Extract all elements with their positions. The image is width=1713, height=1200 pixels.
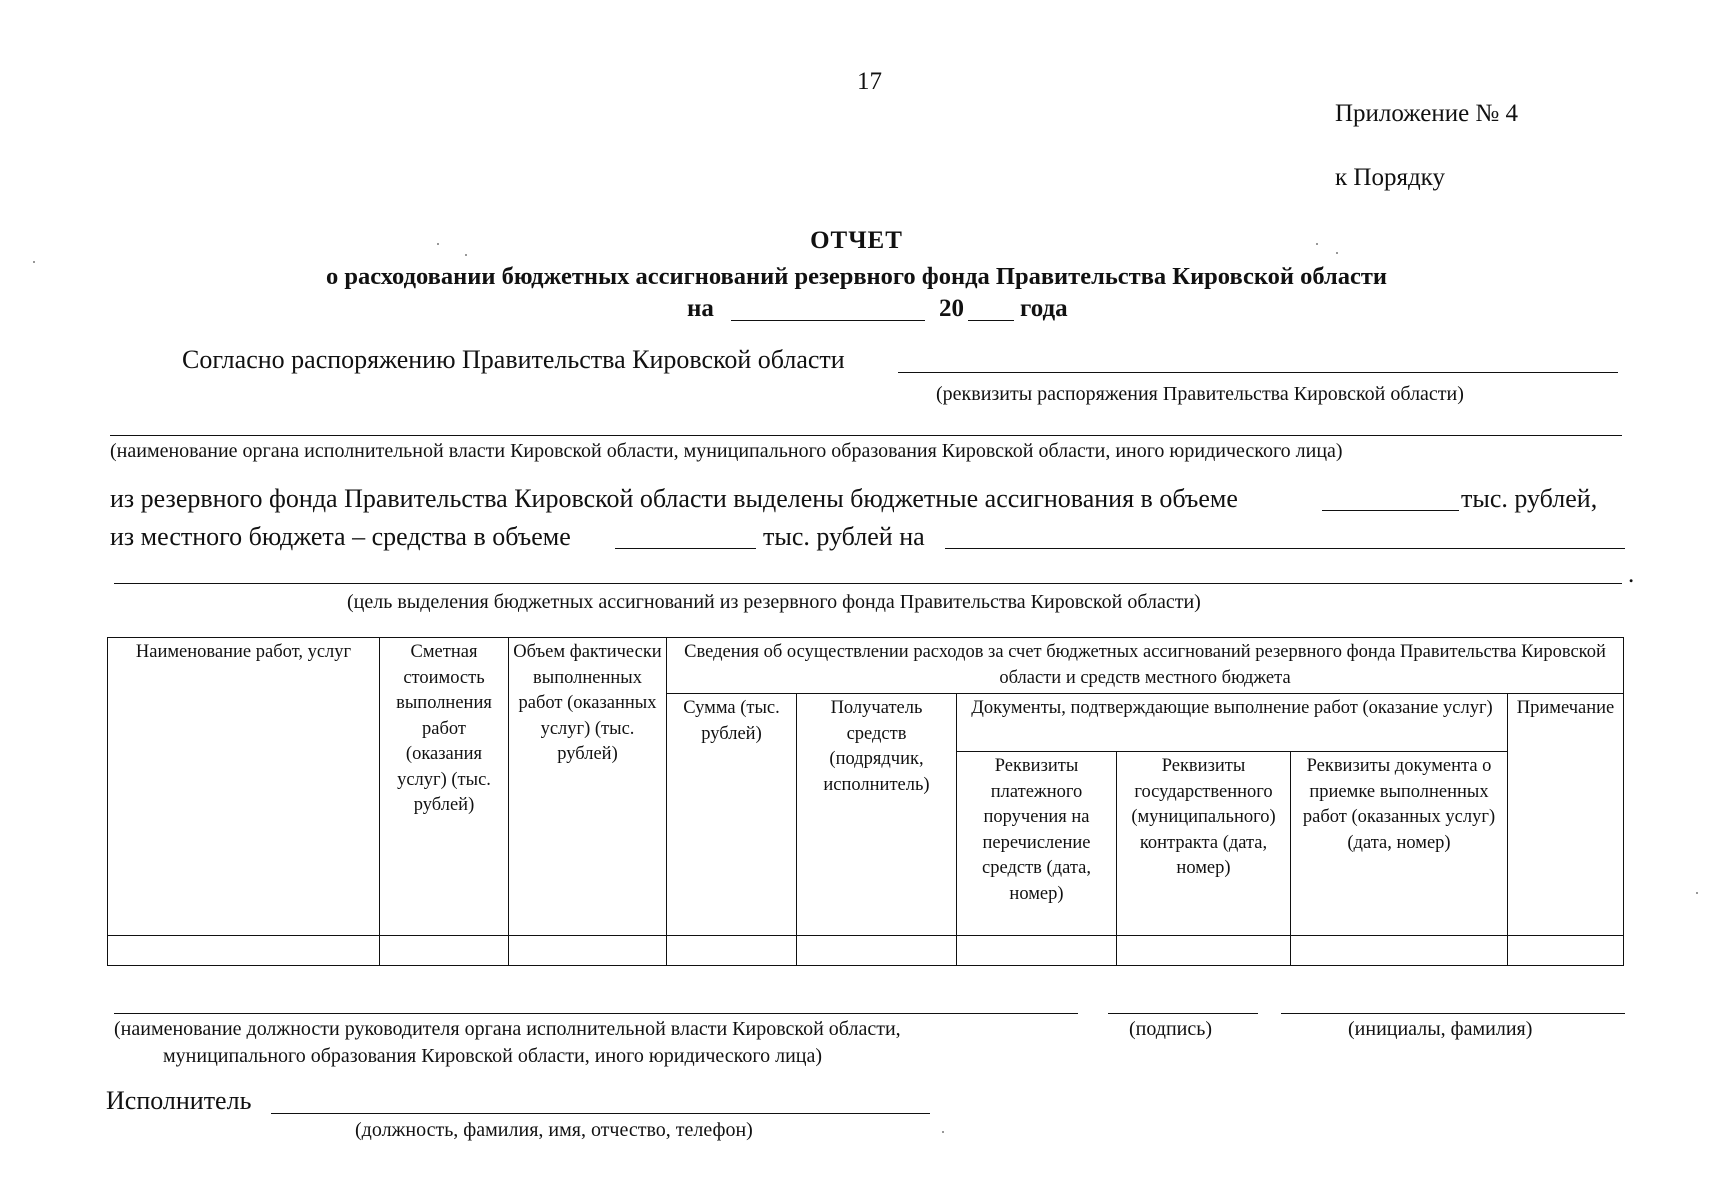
position-caption-line1: (наименование должности руководителя органа исполнительной власти Кировской области,: [114, 1018, 901, 1040]
header-contract: Реквизиты государственного (муниципального) контракта (дата, номер): [1117, 752, 1291, 936]
cell-work-name[interactable]: [108, 936, 380, 966]
cell-contract[interactable]: [1117, 936, 1291, 966]
header-actual-volume: Объем фактически выполненных работ (оказанных услуг) (тыс. рублей): [509, 638, 667, 936]
scan-speck: [1336, 252, 1338, 254]
scan-speck: [1696, 892, 1698, 894]
signature-caption: (подпись): [1129, 1018, 1213, 1040]
header-note: Примечание: [1508, 694, 1624, 936]
position-blank[interactable]: [114, 1013, 1078, 1014]
name-blank[interactable]: [1281, 1013, 1625, 1014]
scan-speck: [1316, 243, 1318, 245]
header-payment-order: Реквизиты платежного поручения на перечисление средств (дата, номер): [957, 752, 1117, 936]
cell-payment-order[interactable]: [957, 936, 1117, 966]
header-estimated-cost: Сметная стоимость выполнения работ (оказания услуг) (тыс. рублей): [380, 638, 509, 936]
table-row: [108, 936, 1624, 966]
purpose-blank-2[interactable]: [114, 583, 1622, 584]
order-details-blank[interactable]: [898, 372, 1618, 373]
order-text: Согласно распоряжению Правительства Кировской области: [182, 345, 845, 374]
purpose-blank-1[interactable]: [945, 548, 1625, 549]
year-prefix: 20: [939, 295, 964, 322]
year-blank[interactable]: [968, 320, 1014, 321]
order-details-caption: (реквизиты распоряжения Правительства Кировской области): [936, 383, 1464, 405]
reserve-amount-unit: тыс. рублей,: [1461, 484, 1598, 513]
report-table: [107, 637, 1624, 966]
allocation-local-text: из местного бюджета – средства в объеме: [110, 522, 571, 551]
date-blank[interactable]: [731, 320, 925, 321]
document-subtitle: о расходовании бюджетных ассигнований резервного фонда Правительства Кировской области: [325, 263, 1388, 290]
year-suffix: года: [1020, 295, 1068, 322]
header-work-name: Наименование работ, услуг: [108, 638, 380, 936]
header-amount: Сумма (тыс. рублей): [667, 694, 797, 936]
annex-number: Приложение № 4: [1335, 100, 1519, 127]
document-title: ОТЧЕТ: [810, 227, 903, 254]
cell-actual-volume[interactable]: [509, 936, 667, 966]
executor-blank[interactable]: [271, 1113, 930, 1114]
local-amount-unit: тыс. рублей на: [763, 522, 925, 551]
scan-speck: [942, 1131, 944, 1133]
cell-acceptance[interactable]: [1291, 936, 1508, 966]
annex-reference: к Порядку: [1335, 164, 1445, 191]
page-number: 17: [857, 68, 882, 95]
position-caption-line2: муниципального образования Кировской области, иного юридического лица): [163, 1045, 823, 1067]
authority-caption: (наименование органа исполнительной власти Кировской области, муниципального образования Кировской области, иного юридического лица): [110, 440, 1343, 462]
scan-speck: [33, 261, 35, 263]
purpose-period: .: [1628, 561, 1635, 588]
scan-speck: [437, 243, 439, 245]
header-recipient: Получатель средств (подрядчик, исполнитель): [797, 694, 957, 936]
cell-note[interactable]: [1508, 936, 1624, 966]
local-amount-blank[interactable]: [615, 548, 756, 549]
scan-speck: [465, 254, 467, 256]
reserve-amount-blank[interactable]: [1322, 510, 1459, 511]
purpose-caption: (цель выделения бюджетных ассигнований из резервного фонда Правительства Кировской области): [347, 591, 1201, 613]
header-expenses-group: Сведения об осуществлении расходов за счет бюджетных ассигнований резервного фонда Правительства Кировской области и средств местного бюджета: [667, 638, 1624, 694]
executor-label: Исполнитель: [106, 1086, 252, 1115]
cell-recipient[interactable]: [797, 936, 957, 966]
signature-blank[interactable]: [1108, 1013, 1258, 1014]
header-documents-group: Документы, подтверждающие выполнение работ (оказание услуг): [957, 694, 1508, 752]
cell-estimated-cost[interactable]: [380, 936, 509, 966]
name-caption: (инициалы, фамилия): [1348, 1018, 1533, 1040]
allocation-reserve-text: из резервного фонда Правительства Кировской области выделены бюджетные ассигнования в объеме: [110, 484, 1238, 513]
date-prefix: на: [687, 295, 714, 322]
authority-blank[interactable]: [110, 435, 1622, 436]
executor-caption: (должность, фамилия, имя, отчество, телефон): [355, 1119, 753, 1141]
header-acceptance: Реквизиты документа о приемке выполненных работ (оказанных услуг) (дата, номер): [1291, 752, 1508, 936]
cell-amount[interactable]: [667, 936, 797, 966]
